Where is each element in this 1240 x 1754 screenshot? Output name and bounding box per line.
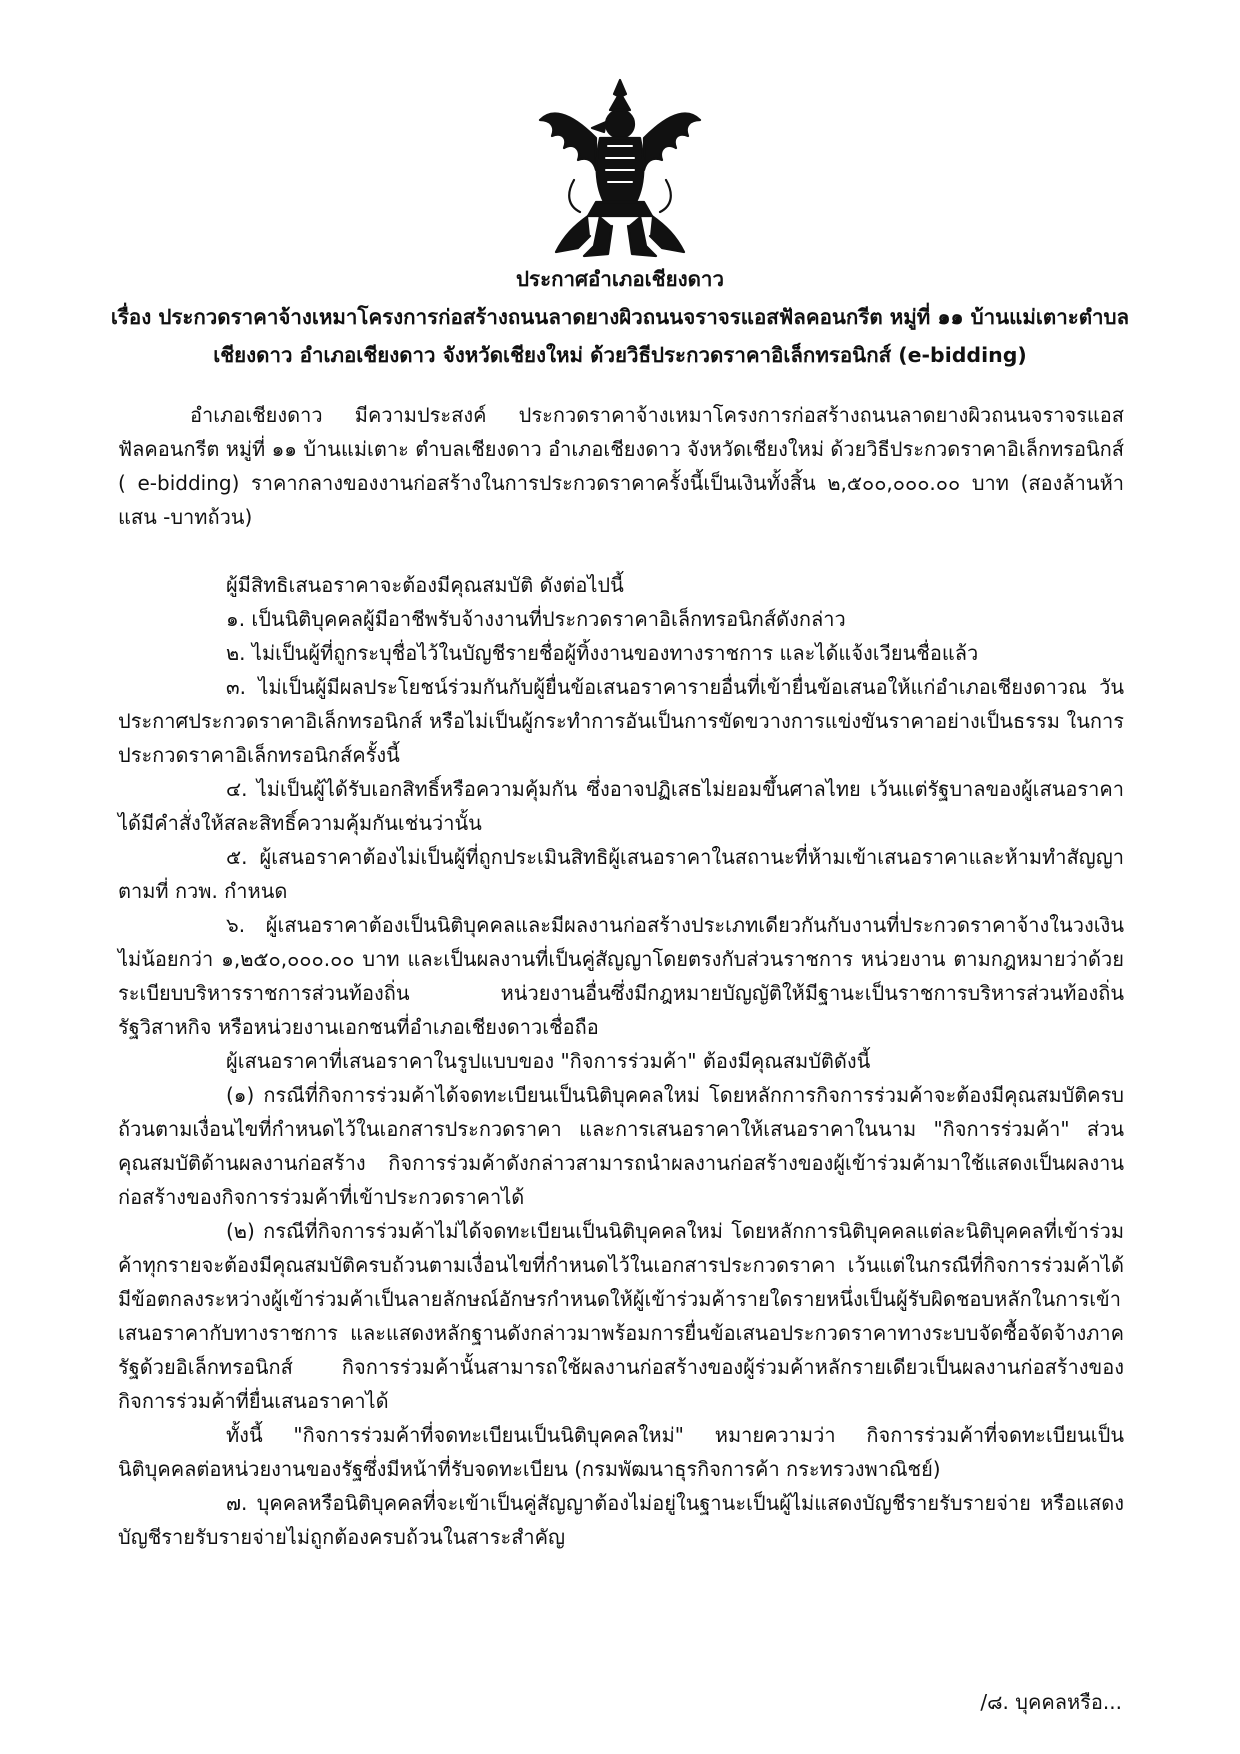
garuda-emblem-icon	[534, 76, 706, 260]
page-continuation: /๘. บุคคลหรือ...	[980, 1690, 1122, 1714]
joint-venture-item-1: (๑) กรณีที่กิจการร่วมค้าได้จดทะเบียนเป็นนิติบุคคลใหม่ โดยหลักการกิจการร่วมค้าจะต้องมีคุณสมบัติครบถ้วนตามเงื่อนไขที่กำหนดไว้ในเอกสารประกวดราคา และการเสนอราคาให้เสนอราคาในนาม "กิจการร่วมค้า" ส่วนคุณสมบัติด้านผลงานก่อสร้าง กิจการร่วมค้าดังกล่าวสามารถนำผลงานก่อสร้างของผู้เข้าร่วมค้ามาใช้แสดงเป็นผลงานก่อสร้างของกิจการร่วมค้าที่เข้าประกวดราคาได้	[118, 1083, 1124, 1209]
joint-venture-note: ทั้งนี้ "กิจการร่วมค้าที่จดทะเบียนเป็นนิติบุคคลใหม่" หมายความว่า กิจการร่วมค้าที่จดทะเบียนเป็นนิติบุคคลต่อหน่วยงานของรัฐซึ่งมีหน้าที่รับจดทะเบียน (กรมพัฒนาธุรกิจการค้า กระทรวงพาณิชย์)	[118, 1423, 1124, 1481]
qualification-item-4: ๔. ไม่เป็นผู้ได้รับเอกสิทธิ์หรือความคุ้มกัน ซึ่งอาจปฏิเสธไม่ยอมขึ้นศาลไทย เว้นแต่รัฐบาลของผู้เสนอราคาได้มีคำสั่งให้สละสิทธิ์ความคุ้มกันเช่นว่านั้น	[118, 777, 1124, 835]
qualification-intro: ผู้มีสิทธิเสนอราคาจะต้องมีคุณสมบัติ ดังต่อไปนี้	[226, 573, 624, 597]
qualification-item-1: ๑. เป็นนิติบุคคลผู้มีอาชีพรับจ้างงานที่ประกวดราคาอิเล็กทรอนิกส์ดังกล่าว	[226, 607, 846, 631]
joint-venture-intro: ผู้เสนอราคาที่เสนอราคาในรูปแบบของ "กิจการร่วมค้า" ต้องมีคุณสมบัติดังนี้	[226, 1049, 871, 1073]
heading-line-3: เชียงดาว อำเภอเชียงดาว จังหวัดเชียงใหม่ ด้วยวิธีประกวดราคาอิเล็กทรอนิกส์ (e-bidding)	[213, 343, 1027, 367]
announcement-heading	[70, 260, 1170, 374]
heading-line-2: เรื่อง ประกวดราคาจ้างเหมาโครงการก่อสร้างถนนลาดยางผิวถนนจราจรแอสฟัลคอนกรีต หมู่ที่ ๑๑ บ้านแม่เตาะตำบล	[110, 305, 1130, 329]
announcement-body	[118, 398, 1124, 1554]
qualification-item-2: ๒. ไม่เป็นผู้ที่ถูกระบุชื่อไว้ในบัญชีรายชื่อผู้ทิ้งงานของทางราชการ และได้แจ้งเวียนชื่อแล้ว	[226, 641, 979, 665]
joint-venture-item-2: (๒) กรณีที่กิจการร่วมค้าไม่ได้จดทะเบียนเป็นนิติบุคคลใหม่ โดยหลักการนิติบุคคลแต่ละนิติบุคคลที่เข้าร่วมค้าทุกรายจะต้องมีคุณสมบัติครบถ้วนตามเงื่อนไขที่กำหนดไว้ในเอกสารประกวดราคา เว้นแต่ในกรณีที่กิจการร่วมค้าได้มีข้อตกลงระหว่างผู้เข้าร่วมค้าเป็นลายลักษณ์อักษรกำหนดให้ผู้เข้าร่วมค้ารายใดรายหนึ่งเป็นผู้รับผิดชอบหลักในการเข้าเสนอราคากับทางราชการ และแสดงหลักฐานดังกล่าวมาพร้อมการยื่นข้อเสนอประกวดราคาทางระบบจัดซื้อจัดจ้างภาครัฐด้วยอิเล็กทรอนิกส์ กิจการร่วมค้านั้นสามารถใช้ผลงานก่อสร้างของผู้ร่วมค้าหลักรายเดียวเป็นผลงานก่อสร้างของกิจการร่วมค้าที่ยื่นเสนอราคาได้	[118, 1219, 1124, 1413]
heading-line-1: ประกาศอำเภอเชียงดาว	[516, 267, 724, 291]
intro-paragraph: อำเภอเชียงดาว มีความประสงค์ ประกวดราคาจ้างเหมาโครงการก่อสร้างถนนลาดยางผิวถนนจราจรแอสฟัลคอนกรีต หมู่ที่ ๑๑ บ้านแม่เตาะ ตำบลเชียงดาว อำเภอเชียงดาว จังหวัดเชียงใหม่ ด้วยวิธีประกวดราคาอิเล็กทรอนิกส์ ( e-bidding) ราคากลางของงานก่อสร้างในการประกวดราคาครั้งนี้เป็นเงินทั้งสิ้น ๒,๕๐๐,๐๐๐.๐๐ บาท (สองล้านห้าแสน -บาทถ้วน)	[118, 403, 1124, 529]
qualification-item-3: ๓. ไม่เป็นผู้มีผลประโยชน์ร่วมกันกับผู้ยื่นข้อเสนอราคารายอื่นที่เข้ายื่นข้อเสนอให้แก่อำเภอเชียงดาวณ วันประกาศประกวดราคาอิเล็กทรอนิกส์ หรือไม่เป็นผู้กระทำการอันเป็นการขัดขวางการแข่งขันราคาอย่างเป็นธรรม ในการประกวดราคาอิเล็กทรอนิกส์ครั้งนี้	[118, 675, 1124, 767]
qualification-item-7: ๗. บุคคลหรือนิติบุคคลที่จะเข้าเป็นคู่สัญญาต้องไม่อยู่ในฐานะเป็นผู้ไม่แสดงบัญชีรายรับรายจ่าย หรือแสดงบัญชีรายรับรายจ่ายไม่ถูกต้องครบถ้วนในสาระสำคัญ	[118, 1491, 1124, 1549]
qualification-item-5: ๕. ผู้เสนอราคาต้องไม่เป็นผู้ที่ถูกประเมินสิทธิผู้เสนอราคาในสถานะที่ห้ามเข้าเสนอราคาและห้ามทำสัญญาตามที่ กวพ. กำหนด	[118, 845, 1124, 903]
qualification-item-6: ๖. ผู้เสนอราคาต้องเป็นนิติบุคคลและมีผลงานก่อสร้างประเภทเดียวกันกับงานที่ประกวดราคาจ้างในวงเงินไม่น้อยกว่า ๑,๒๕๐,๐๐๐.๐๐ บาท และเป็นผลงานที่เป็นคู่สัญญาโดยตรงกับส่วนราชการ หน่วยงาน ตามกฎหมายว่าด้วยระเบียบบริหารราชการส่วนท้องถิ่น หน่วยงานอื่นซึ่งมีกฎหมายบัญญัติให้มีฐานะเป็นราชการบริหารส่วนท้องถิ่น รัฐวิสาหกิจ หรือหน่วยงานเอกชนที่อำเภอเชียงดาวเชื่อถือ	[118, 913, 1124, 1039]
